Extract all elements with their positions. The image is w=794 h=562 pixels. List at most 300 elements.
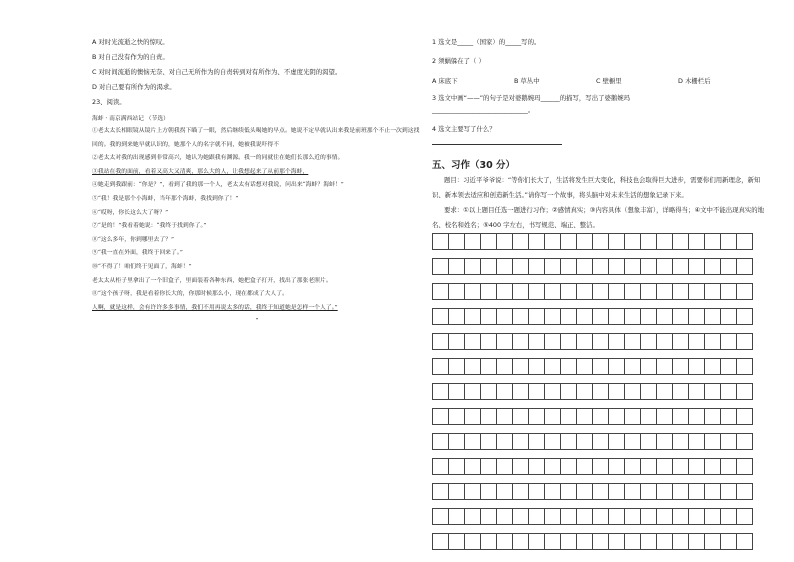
grid-cell[interactable] (720, 383, 737, 400)
grid-cell[interactable] (688, 333, 705, 350)
grid-cell[interactable] (528, 483, 545, 500)
grid-cell[interactable] (528, 233, 545, 250)
grid-cell[interactable] (720, 433, 737, 450)
grid-cell[interactable] (576, 333, 593, 350)
grid-cell[interactable] (512, 358, 529, 375)
question-3-blank: ______________________________。 (432, 106, 535, 114)
grid-cell[interactable] (688, 308, 705, 325)
grid-cell[interactable] (576, 508, 593, 525)
grid-cell[interactable] (576, 533, 593, 550)
grid-cell[interactable] (608, 433, 625, 450)
grid-cell[interactable] (496, 283, 513, 300)
grid-cell[interactable] (624, 333, 641, 350)
grid-cell[interactable] (624, 408, 641, 425)
grid-row (432, 408, 753, 425)
grid-cell[interactable] (560, 383, 577, 400)
grid-cell[interactable] (512, 458, 529, 475)
section-title: 五、习作（30 分） (432, 160, 516, 171)
left-column (92, 38, 422, 329)
grid-cell[interactable] (688, 458, 705, 475)
grid-cell[interactable] (528, 433, 545, 450)
grid-cell[interactable] (496, 383, 513, 400)
grid-cell[interactable] (576, 283, 593, 300)
grid-cell[interactable] (544, 483, 561, 500)
grid-cell[interactable] (656, 433, 673, 450)
grid-cell[interactable] (688, 383, 705, 400)
story-paragraph: ⑩“不得了！咱们终于见面了，海蚌！” (92, 263, 192, 270)
grid-cell[interactable] (464, 233, 481, 250)
grid-cell[interactable] (448, 283, 465, 300)
grid-cell[interactable] (512, 233, 529, 250)
grid-cell[interactable] (672, 433, 689, 450)
grid-cell[interactable] (464, 258, 481, 275)
question-4: 4 选文主要写了什么？ (432, 125, 496, 133)
answer-line (432, 143, 562, 145)
story-paragraph: ③我站在我的面前，看着又高大又清爽，那么大的人，让我想起来了从前那个海蚌， (92, 168, 309, 175)
grid-cell[interactable] (496, 358, 513, 375)
choice-a: A 床底下 (432, 77, 458, 85)
grid-cell[interactable] (608, 283, 625, 300)
grid-cell[interactable] (464, 433, 481, 450)
grid-cell[interactable] (512, 483, 529, 500)
grid-cell[interactable] (592, 233, 609, 250)
grid-cell[interactable] (656, 283, 673, 300)
grid-cell[interactable] (512, 283, 529, 300)
grid-cell[interactable] (688, 358, 705, 375)
grid-cell[interactable] (480, 508, 497, 525)
grid-cell[interactable] (480, 233, 497, 250)
grid-cell[interactable] (704, 233, 721, 250)
grid-cell[interactable] (432, 333, 449, 350)
grid-cell[interactable] (544, 333, 561, 350)
grid-cell[interactable] (432, 358, 449, 375)
grid-cell[interactable] (544, 283, 561, 300)
grid-cell[interactable] (544, 233, 561, 250)
grid-cell[interactable] (592, 408, 609, 425)
grid-cell[interactable] (672, 308, 689, 325)
grid-cell[interactable] (432, 433, 449, 450)
grid-cell[interactable] (672, 533, 689, 550)
grid-cell[interactable] (576, 308, 593, 325)
grid-cell[interactable] (592, 483, 609, 500)
grid-cell[interactable] (592, 308, 609, 325)
grid-cell[interactable] (624, 508, 641, 525)
grid-cell[interactable] (736, 483, 753, 500)
grid-cell[interactable] (608, 383, 625, 400)
grid-cell[interactable] (688, 233, 705, 250)
grid-cell[interactable] (720, 308, 737, 325)
grid-cell[interactable] (448, 533, 465, 550)
grid-cell[interactable] (656, 483, 673, 500)
grid-cell[interactable] (464, 483, 481, 500)
grid-cell[interactable] (560, 358, 577, 375)
grid-row (432, 433, 753, 450)
grid-cell[interactable] (672, 333, 689, 350)
grid-cell[interactable] (576, 383, 593, 400)
grid-cell[interactable] (608, 533, 625, 550)
grid-cell[interactable] (720, 258, 737, 275)
grid-cell[interactable] (640, 408, 657, 425)
grid-cell[interactable] (544, 408, 561, 425)
grid-cell[interactable] (480, 258, 497, 275)
grid-cell[interactable] (736, 433, 753, 450)
grid-cell[interactable] (736, 458, 753, 475)
grid-cell[interactable] (480, 308, 497, 325)
story-end-quote: ” (255, 318, 259, 325)
grid-cell[interactable] (640, 308, 657, 325)
grid-cell[interactable] (720, 358, 737, 375)
grid-cell[interactable] (672, 258, 689, 275)
grid-cell[interactable] (432, 483, 449, 500)
grid-cell[interactable] (656, 508, 673, 525)
grid-cell[interactable] (512, 258, 529, 275)
story-title: 海蚌 · 南京满西站记 （节选） (92, 116, 169, 122)
grid-cell[interactable] (624, 308, 641, 325)
grid-cell[interactable] (688, 508, 705, 525)
grid-cell[interactable] (432, 458, 449, 475)
grid-cell[interactable] (560, 508, 577, 525)
grid-cell[interactable] (624, 483, 641, 500)
grid-cell[interactable] (432, 233, 449, 250)
grid-cell[interactable] (496, 508, 513, 525)
grid-cell[interactable] (432, 308, 449, 325)
grid-cell[interactable] (624, 458, 641, 475)
grid-cell[interactable] (656, 408, 673, 425)
grid-cell[interactable] (448, 383, 465, 400)
question-3: 3 选文中画“——”的句子是对婆鹅婉玛______的描写，写出了婆鹅婉玛 (432, 94, 631, 102)
grid-cell[interactable] (704, 508, 721, 525)
grid-cell[interactable] (432, 258, 449, 275)
grid-cell[interactable] (688, 483, 705, 500)
grid-cell[interactable] (704, 308, 721, 325)
grid-cell[interactable] (576, 458, 593, 475)
grid-cell[interactable] (736, 258, 753, 275)
grid-cell[interactable] (512, 383, 529, 400)
story-paragraph: ⑧“这么多年，你到哪里去了？” (92, 236, 175, 243)
grid-cell[interactable] (448, 458, 465, 475)
grid-cell[interactable] (704, 258, 721, 275)
grid-cell[interactable] (528, 358, 545, 375)
grid-cell[interactable] (640, 458, 657, 475)
grid-cell[interactable] (464, 333, 481, 350)
grid-cell[interactable] (496, 458, 513, 475)
grid-cell[interactable] (480, 433, 497, 450)
grid-cell[interactable] (688, 408, 705, 425)
grid-cell[interactable] (448, 333, 465, 350)
grid-cell[interactable] (512, 308, 529, 325)
grid-cell[interactable] (544, 308, 561, 325)
question-23: 23、阅读。 (92, 98, 126, 106)
grid-cell[interactable] (688, 283, 705, 300)
grid-cell[interactable] (720, 333, 737, 350)
grid-cell[interactable] (576, 483, 593, 500)
grid-cell[interactable] (432, 283, 449, 300)
grid-cell[interactable] (544, 533, 561, 550)
grid-cell[interactable] (736, 233, 753, 250)
grid-cell[interactable] (432, 408, 449, 425)
grid-cell[interactable] (672, 283, 689, 300)
grid-cell[interactable] (592, 258, 609, 275)
grid-cell[interactable] (464, 458, 481, 475)
grid-cell[interactable] (496, 333, 513, 350)
grid-cell[interactable] (496, 258, 513, 275)
grid-cell[interactable] (672, 233, 689, 250)
grid-cell[interactable] (704, 433, 721, 450)
grid-cell[interactable] (608, 308, 625, 325)
grid-cell[interactable] (560, 233, 577, 250)
grid-cell[interactable] (592, 358, 609, 375)
grid-cell[interactable] (576, 258, 593, 275)
grid-cell[interactable] (528, 283, 545, 300)
grid-cell[interactable] (736, 383, 753, 400)
grid-row (432, 308, 753, 325)
grid-cell[interactable] (672, 358, 689, 375)
grid-cell[interactable] (624, 533, 641, 550)
grid-cell[interactable] (464, 308, 481, 325)
grid-cell[interactable] (736, 308, 753, 325)
grid-cell[interactable] (528, 333, 545, 350)
grid-cell[interactable] (560, 408, 577, 425)
grid-cell[interactable] (656, 308, 673, 325)
story-paragraph: 老太太从柜子里拿出了一个旧盒子，里面装着各种东西，她把盒子打开，找出了那张老照片。 (92, 277, 332, 284)
grid-cell[interactable] (688, 533, 705, 550)
grid-cell[interactable] (560, 333, 577, 350)
option-c: C 对时间流逝的懊恼无奈、对自己无所作为的自责转到对有所作为、不虚度光阴的渴望。 (92, 68, 342, 76)
grid-cell[interactable] (704, 408, 721, 425)
grid-cell[interactable] (592, 383, 609, 400)
grid-cell[interactable] (432, 383, 449, 400)
grid-cell[interactable] (592, 283, 609, 300)
grid-cell[interactable] (608, 358, 625, 375)
story-paragraph: ⑨“我一直在外面，我终于回来了。” (92, 250, 183, 257)
story-paragraph: ⑦“是的！”我看着她说：“我终于找到你了。” (92, 223, 207, 230)
grid-cell[interactable] (672, 458, 689, 475)
grid-cell[interactable] (704, 483, 721, 500)
grid-cell[interactable] (736, 508, 753, 525)
grid-cell[interactable] (608, 258, 625, 275)
grid-cell[interactable] (512, 533, 529, 550)
option-b: B 对自己没有作为的自责。 (92, 53, 169, 61)
grid-cell[interactable] (544, 508, 561, 525)
grid-cell[interactable] (736, 533, 753, 550)
grid-cell[interactable] (496, 233, 513, 250)
grid-cell[interactable] (560, 258, 577, 275)
grid-cell[interactable] (544, 433, 561, 450)
grid-cell[interactable] (448, 483, 465, 500)
grid-cell[interactable] (640, 333, 657, 350)
grid-cell[interactable] (528, 308, 545, 325)
grid-cell[interactable] (624, 233, 641, 250)
grid-cell[interactable] (720, 483, 737, 500)
grid-cell[interactable] (576, 433, 593, 450)
grid-cell[interactable] (480, 283, 497, 300)
grid-cell[interactable] (480, 483, 497, 500)
grid-cell[interactable] (464, 533, 481, 550)
right-column (432, 38, 766, 233)
grid-cell[interactable] (640, 358, 657, 375)
grid-cell[interactable] (720, 283, 737, 300)
grid-cell[interactable] (656, 383, 673, 400)
choice-c: C 壁橱里 (596, 77, 622, 85)
grid-cell[interactable] (640, 383, 657, 400)
grid-cell[interactable] (672, 408, 689, 425)
grid-cell[interactable] (448, 358, 465, 375)
grid-cell[interactable] (512, 508, 529, 525)
grid-cell[interactable] (704, 358, 721, 375)
grid-cell[interactable] (656, 458, 673, 475)
grid-cell[interactable] (672, 383, 689, 400)
grid-cell[interactable] (544, 458, 561, 475)
grid-cell[interactable] (560, 533, 577, 550)
grid-cell[interactable] (672, 508, 689, 525)
grid-cell[interactable] (512, 408, 529, 425)
grid-cell[interactable] (560, 283, 577, 300)
grid-cell[interactable] (640, 283, 657, 300)
grid-cell[interactable] (736, 283, 753, 300)
grid-cell[interactable] (544, 358, 561, 375)
grid-cell[interactable] (480, 383, 497, 400)
grid-cell[interactable] (496, 433, 513, 450)
grid-cell[interactable] (704, 283, 721, 300)
grid-cell[interactable] (496, 308, 513, 325)
grid-cell[interactable] (464, 408, 481, 425)
grid-cell[interactable] (736, 333, 753, 350)
grid-cell[interactable] (624, 258, 641, 275)
grid-cell[interactable] (640, 533, 657, 550)
grid-cell[interactable] (464, 283, 481, 300)
grid-cell[interactable] (512, 333, 529, 350)
grid-cell[interactable] (656, 258, 673, 275)
grid-cell[interactable] (736, 408, 753, 425)
grid-cell[interactable] (496, 483, 513, 500)
grid-row (432, 233, 753, 250)
grid-cell[interactable] (448, 233, 465, 250)
grid-cell[interactable] (592, 333, 609, 350)
grid-cell[interactable] (704, 458, 721, 475)
grid-cell[interactable] (720, 458, 737, 475)
grid-cell[interactable] (448, 508, 465, 525)
grid-cell[interactable] (592, 458, 609, 475)
grid-cell[interactable] (704, 383, 721, 400)
grid-cell[interactable] (480, 533, 497, 550)
grid-cell[interactable] (592, 533, 609, 550)
grid-cell[interactable] (608, 408, 625, 425)
grid-cell[interactable] (576, 233, 593, 250)
grid-cell[interactable] (720, 508, 737, 525)
grid-row (432, 383, 753, 400)
grid-cell[interactable] (464, 508, 481, 525)
grid-cell[interactable] (656, 333, 673, 350)
grid-cell[interactable] (608, 508, 625, 525)
grid-row (432, 458, 753, 475)
grid-cell[interactable] (560, 433, 577, 450)
grid-cell[interactable] (528, 533, 545, 550)
grid-cell[interactable] (624, 283, 641, 300)
grid-cell[interactable] (656, 233, 673, 250)
grid-cell[interactable] (560, 458, 577, 475)
grid-cell[interactable] (736, 358, 753, 375)
grid-cell[interactable] (608, 333, 625, 350)
grid-cell[interactable] (640, 433, 657, 450)
option-a: A 对时光流逝之快的惊叹。 (92, 38, 169, 46)
grid-cell[interactable] (528, 508, 545, 525)
grid-cell[interactable] (608, 483, 625, 500)
grid-cell[interactable] (640, 508, 657, 525)
grid-cell[interactable] (448, 258, 465, 275)
writing-topic: 题目：习近平爷爷说：“等你们长大了，生活将发生巨大变化，科技也会取得巨大进步，需要你们用新理念，新知识、新本领去适应和创造新生活。”请你写一个故事，将头脑中对未来生活的想象记录下来。 (432, 176, 761, 199)
grid-cell[interactable] (720, 533, 737, 550)
grid-cell[interactable] (480, 358, 497, 375)
grid-cell[interactable] (608, 233, 625, 250)
grid-cell[interactable] (544, 258, 561, 275)
grid-cell[interactable] (480, 408, 497, 425)
story-paragraph: ⑥“哎呀，你长这么大了呀？” (92, 209, 169, 216)
question-1: 1 选文是_____（国家）的_____写的。 (432, 38, 541, 46)
grid-cell[interactable] (432, 533, 449, 550)
grid-cell[interactable] (576, 358, 593, 375)
grid-cell[interactable] (624, 433, 641, 450)
option-d: D 对自己要有所作为的渴求。 (92, 83, 176, 91)
grid-cell[interactable] (608, 458, 625, 475)
grid-cell[interactable] (528, 458, 545, 475)
story-paragraph: ②老太太对我的出现感到非常高兴，她认为她跟我有渊源。我一的同就住在她们长那么近的事情。 (92, 155, 344, 162)
grid-cell[interactable] (592, 433, 609, 450)
grid-row (432, 508, 753, 525)
grid-cell[interactable] (464, 383, 481, 400)
grid-cell[interactable] (624, 358, 641, 375)
grid-cell[interactable] (512, 433, 529, 450)
grid-cell[interactable] (624, 383, 641, 400)
grid-cell[interactable] (576, 408, 593, 425)
grid-cell[interactable] (720, 408, 737, 425)
composition-grid (432, 233, 753, 558)
grid-cell[interactable] (448, 433, 465, 450)
grid-cell[interactable] (544, 383, 561, 400)
grid-cell[interactable] (496, 533, 513, 550)
grid-cell[interactable] (560, 483, 577, 500)
grid-cell[interactable] (688, 433, 705, 450)
grid-cell[interactable] (656, 358, 673, 375)
grid-cell[interactable] (720, 233, 737, 250)
grid-cell[interactable] (432, 508, 449, 525)
grid-cell[interactable] (560, 308, 577, 325)
grid-cell[interactable] (480, 333, 497, 350)
grid-cell[interactable] (640, 483, 657, 500)
choice-d: D 木栅栏后 (678, 77, 711, 85)
grid-cell[interactable] (448, 408, 465, 425)
grid-cell[interactable] (640, 258, 657, 275)
grid-cell[interactable] (464, 358, 481, 375)
grid-cell[interactable] (656, 533, 673, 550)
grid-cell[interactable] (688, 258, 705, 275)
grid-cell[interactable] (448, 308, 465, 325)
grid-cell[interactable] (528, 408, 545, 425)
grid-cell[interactable] (480, 458, 497, 475)
grid-cell[interactable] (640, 233, 657, 250)
question-2-choices (432, 76, 766, 94)
grid-cell[interactable] (704, 333, 721, 350)
grid-cell[interactable] (528, 258, 545, 275)
story-paragraph: ⑪“这个孩子呀，我是看着你长大的，你那时候那么小，现在都成了大人了。 (92, 291, 288, 298)
grid-cell[interactable] (528, 383, 545, 400)
grid-cell[interactable] (496, 408, 513, 425)
grid-row (432, 333, 753, 350)
grid-row (432, 483, 753, 500)
grid-cell[interactable] (592, 508, 609, 525)
grid-cell[interactable] (672, 483, 689, 500)
question-2: 2 须蜗躲在了（ ） (432, 57, 485, 65)
grid-cell[interactable] (704, 533, 721, 550)
